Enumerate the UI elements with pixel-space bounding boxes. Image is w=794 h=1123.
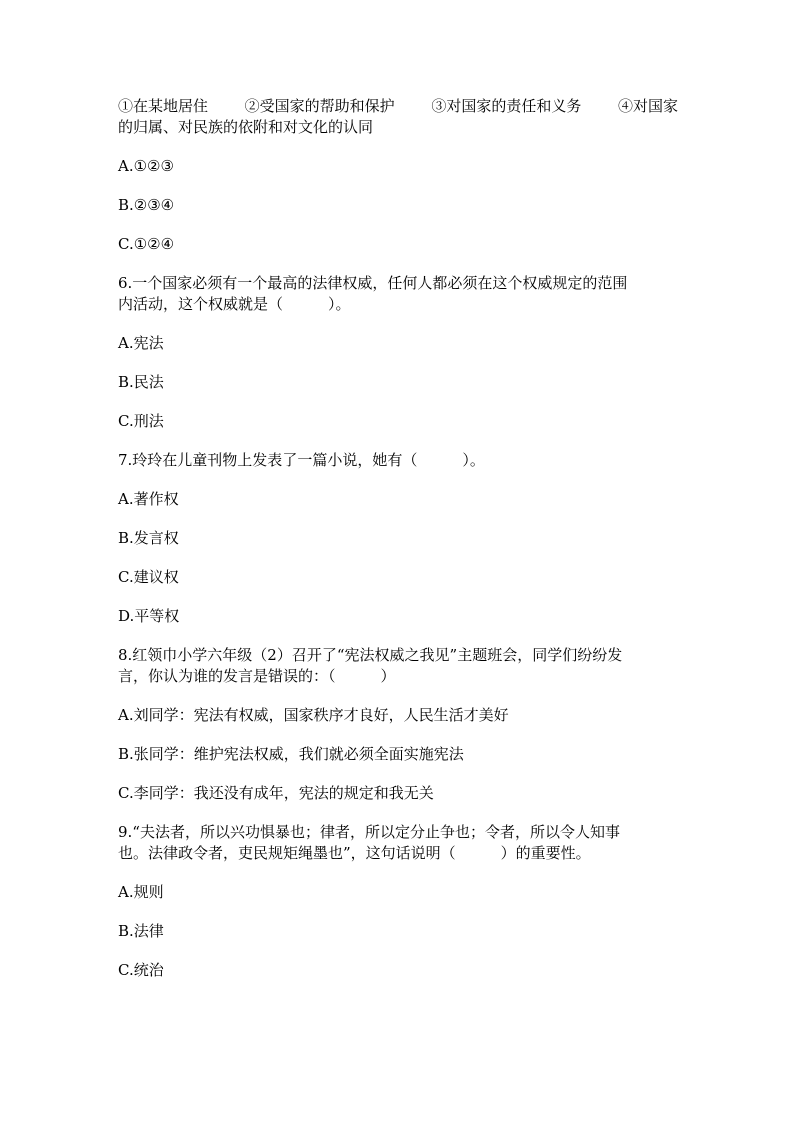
question-6-option-a: A.宪法 — [118, 334, 164, 352]
question-8-stem-line-1: 8.红领巾小学六年级（2）召开了“宪法权威之我见”主题班会，同学们纷纷发 — [118, 646, 623, 664]
question-6-stem-line-2: 内活动，这个权威就是（ ）。 — [118, 295, 351, 313]
statement-1: ①在某地居住 — [118, 97, 209, 115]
question-7-option-a: A.著作权 — [118, 490, 179, 508]
question-9-option-a: A.规则 — [118, 883, 164, 901]
question-7-stem-line-1: 7.玲玲在儿童刊物上发表了一篇小说，她有（ ）。 — [118, 451, 485, 469]
question-7-option-b: B.发言权 — [118, 529, 179, 547]
question-6-option-c: C.刑法 — [118, 412, 164, 430]
statement-4-start: ④对国家 — [617, 97, 678, 115]
statements-line-2: 的归属、对民族的依附和对文化的认同 — [118, 118, 374, 136]
question-9-stem-line-2: 也。法律政令者，吏民规矩绳墨也”，这句话说明（ ）的重要性。 — [118, 844, 591, 862]
question-8-option-b: B.张同学：维护宪法权威，我们就必须全面实施宪法 — [118, 745, 464, 763]
statements-line-1 — [118, 96, 678, 117]
statement-2: ②受国家的帮助和保护 — [244, 97, 395, 115]
question-8-stem-line-2: 言，你认为谁的发言是错误的：（ ） — [118, 667, 396, 685]
question-8-option-c: C.李同学：我还没有成年，宪法的规定和我无关 — [118, 784, 434, 802]
question-7-option-c: C.建议权 — [118, 568, 179, 586]
question-7-option-d: D.平等权 — [118, 607, 180, 625]
option-a: A.①②③ — [118, 157, 174, 175]
question-9-stem-line-1: 9.“夫法者，所以兴功惧暴也；律者，所以定分止争也；令者，所以令人知事 — [118, 823, 620, 841]
question-9-option-c: C.统治 — [118, 961, 164, 979]
option-b: B.②③④ — [118, 196, 175, 214]
document-page — [118, 96, 678, 981]
question-8-option-a: A.刘同学：宪法有权威，国家秩序才良好，人民生活才美好 — [118, 706, 509, 724]
question-9-option-b: B.法律 — [118, 922, 164, 940]
question-6-stem-line-1: 6.一个国家必须有一个最高的法律权威，任何人都必须在这个权威规定的范围 — [118, 274, 628, 292]
option-c: C.①②④ — [118, 235, 175, 253]
question-6-option-b: B.民法 — [118, 373, 164, 391]
statement-3: ③对国家的责任和义务 — [431, 97, 582, 115]
